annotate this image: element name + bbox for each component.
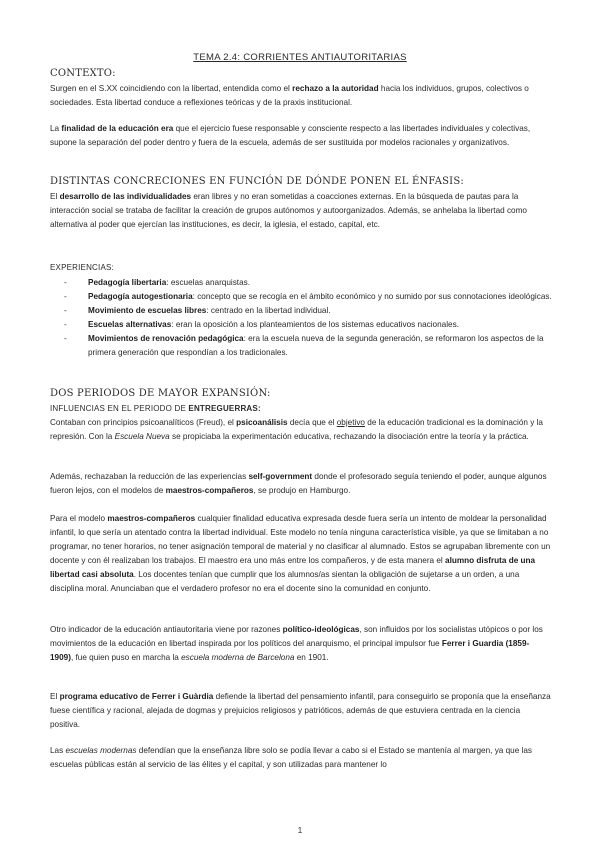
experiencias-list	[50, 276, 552, 360]
highlight-individualidades: desarrollo de las individualidades	[59, 192, 192, 201]
list-item: - Movimientos de renovación pedagógica: era la escuela nueva de la segunda generación, se reformaron los aspectos de la primera generación que respondían a los tradicionales.	[64, 334, 544, 357]
concreciones-paragraph: El desarrollo de las individualidades eran libres y no eran sometidas a coacciones externas. En la búsqueda de pautas para la interacción social se trataba de facilitar la creación de grupos autónomos y autoorganizados. Además, se anhelaba la libertad como alternativa al poder que ejercían las instituciones, es decir, la iglesia, el estado, capital, etc.	[50, 192, 527, 229]
list-item: - Pedagogía autogestionaria: concepto que se recogía en el ámbito económico y no sumido por sus connotaciones ideológicas.	[64, 292, 552, 301]
list-item: - Pedagogía libertaria: escuelas anarquistas.	[64, 278, 251, 287]
periodos-paragraph-6: Las escuelas modernas defendían que la enseñanza libre solo se podía llevar a cabo si el Estado se mantenía al margen, ya que las escuelas públicas están al servicio de las élites y el capital, y son utilizadas para mantener lo	[50, 746, 533, 769]
document-title: TEMA 2.4: CORRIENTES ANTIAUTORITARIAS	[193, 52, 407, 63]
highlight-finalidad: finalidad de la educación era	[61, 124, 174, 133]
highlight-rechazo-autoridad: rechazo a la autoridad	[292, 84, 379, 93]
contexto-paragraph-2: La finalidad de la educación era que el ejercicio fuese responsable y consciente respecto a las libertades individuales y colectivas, supone la separación del poder dentro y fuera de la escuela, además de ser sustituida por modelos racionales y organizativos.	[50, 124, 531, 147]
list-item: - Movimiento de escuelas libres: centrado en la libertad individual.	[64, 306, 331, 315]
periodos-paragraph-4: Otro indicador de la educación antiautoritaria viene por razones político-ideológicas, son influidos por los socialistas utópicos o por los movimientos de la educación en libertad inspirada por los políticos del anarquismo, el principal impulsor fue Ferrer i Guardia (1859-1909), fue quien puso en marcha la escuela moderna de Barcelona en 1901.	[50, 625, 543, 662]
subheading-entreguerras: INFLUENCIAS EN EL PERIODO DE ENTREGUERRAS:	[50, 404, 261, 413]
periodos-paragraph-1: Contaban con principios psicoanalíticos (Freud), el psicoanálisis decía que el objetivo de la educación tradicional es la dominación y la represión. Con la Escuela Nueva se propiciaba la experimentación educativa, rechazando la disociación entre la teoría y la práctica.	[50, 418, 543, 441]
contexto-paragraph-1: Surgen en el S.XX coincidiendo con la libertad, entendida como el rechazo a la autoridad hacia los individuos, grupos, colectivos o sociedades. Esta libertad conduce a reflexiones teóricas y de la praxis institucional.	[50, 84, 529, 107]
list-item: - Escuelas alternativas: eran la oposición a los planteamientos de los sistemas educativos nacionales.	[64, 320, 459, 329]
periodos-paragraph-3: Para el modelo maestros-compañeros cualquier finalidad educativa expresada desde fuera sería un intento de moldear la personalidad infantil, lo que sería un atentado contra la libertad individual. Este modelo no tenía ninguna característica visible, ya que se limitaban a no programar, no tener horarios, no tener asignación temporal de material y no clasificar al alumnado. Estos se agrupaban libremente con un docente y con él realizaban los trabajos. El maestro era uno más entre los compañeros, y de esta manera el alumno disfruta de una libertad casi absoluta. Los docentes tenían que cumplir que los alumnos/as sientan la obligación de sujetarse a un orden, a una disciplina moral. Anunciaban que el verdadero profesor no era el docente sino la comunidad en conjunto.	[50, 514, 551, 593]
heading-periodos: DOS PERIODOS DE MAYOR EXPANSIÓN:	[50, 388, 271, 399]
heading-experiencias: EXPERIENCIAS:	[50, 263, 114, 272]
periodos-paragraph-2: Además, rechazaban la reducción de las experiencias self-government donde el profesorado seguía teniendo el poder, aunque algunos fueron lejos, con el modelos de maestros-compañeros, se produjo en Hamburgo.	[50, 472, 547, 495]
page-number: 1	[297, 826, 303, 835]
heading-concreciones: DISTINTAS CONCRECIONES EN FUNCIÓN DE DÓNDE PONEN EL ÉNFASIS:	[50, 176, 464, 187]
periodos-paragraph-5: El programa educativo de Ferrer i Guàrdia defiende la libertad del pensamiento infantil, para conseguirlo se proponía que la enseñanza fuese científica y racional, alejada de dogmas y prejuicios religiosos y patrióticos, además de que estuviera centrada en la ciencia positiva.	[50, 692, 551, 729]
heading-contexto: CONTEXTO:	[50, 68, 116, 79]
